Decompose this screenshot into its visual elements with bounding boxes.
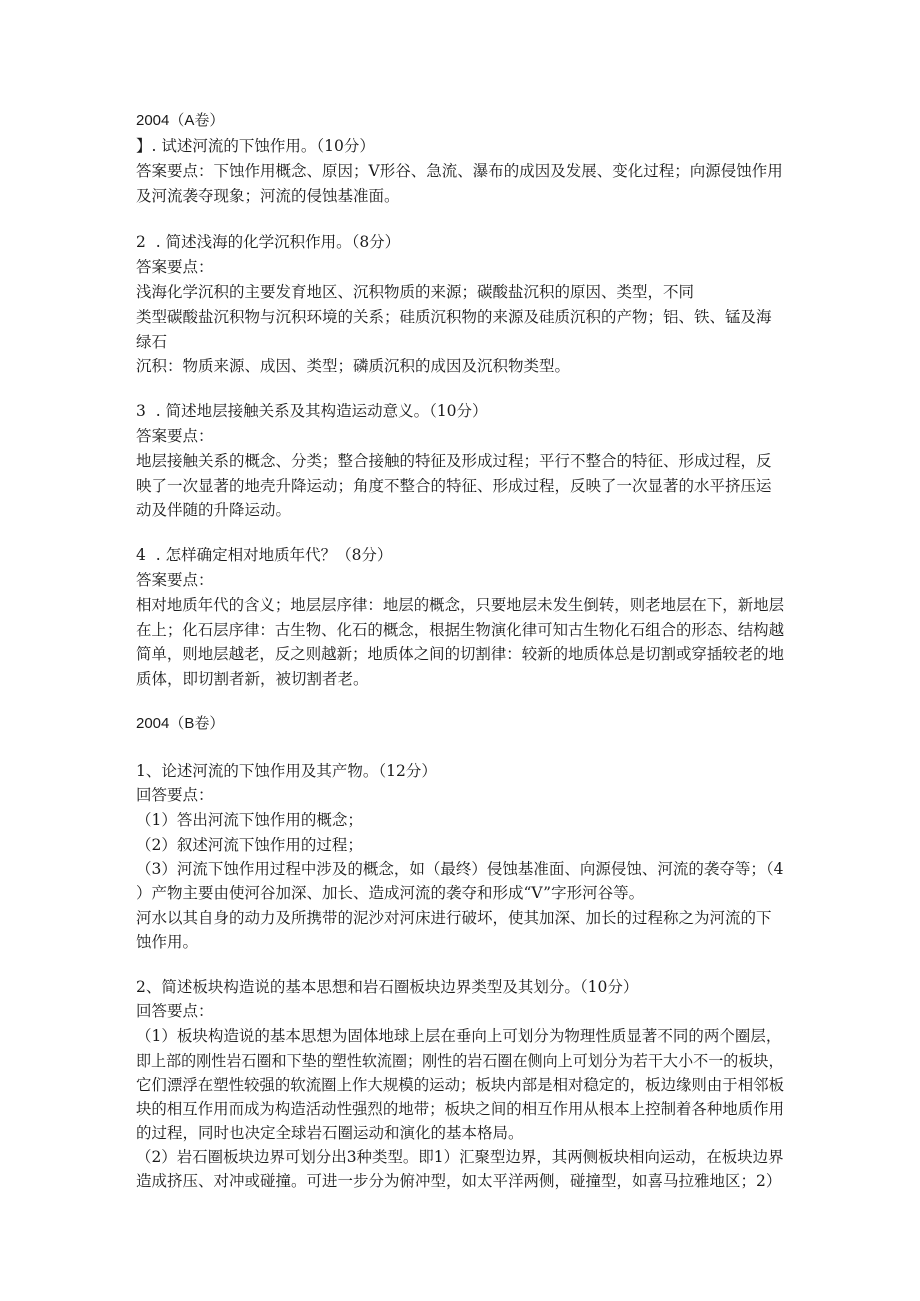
answer-line: 即上部的刚性岩石圈和下垫的塑性软流圈；刚性的岩石圈在侧向上可划分为若干大小不一的板块， bbox=[136, 1052, 784, 1070]
answer-line: 相对地质年代的含义；地层层序律：地层的概念，只要地层未发生倒转，则老地层在下，新地层 bbox=[136, 596, 785, 614]
question-b1-title: 1、论述河流的下蚀作用及其产物。（12分） bbox=[136, 762, 437, 780]
answer-line: ）产物主要由使河谷加深、加长、造成河流的袭夺和形成“V”字形河谷等。 bbox=[136, 884, 645, 902]
answer-label: 答案要点： bbox=[136, 427, 214, 445]
answer-line: 质体，即切割者新，被切割者老。 bbox=[136, 670, 369, 688]
answer-line: 的过程，同时也决定全球岩石圈运动和演化的基本格局。 bbox=[136, 1124, 524, 1142]
answer-line: 河水以其自身的动力及所携带的泥沙对河床进行破坏，使其加深、加长的过程称之为河流的下 bbox=[136, 909, 772, 927]
answer-line: 地层接触关系的概念、分类；整合接触的特征及形成过程；平行不整合的特征、形成过程，反 bbox=[136, 452, 772, 470]
answer-line: 造成挤压、对冲或碰撞。可进一步分为俯冲型，如太平洋两侧，碰撞型，如喜马拉雅地区；2） bbox=[136, 1172, 782, 1190]
answer-line: 答案要点：下蚀作用概念、原因；V形谷、急流、瀑布的成因及发展、变化过程；向源侵蚀作用 bbox=[136, 162, 783, 180]
answer-label: 答案要点： bbox=[136, 571, 214, 589]
answer-line: 动及伴随的升降运动。 bbox=[136, 501, 292, 519]
answer-line: 蚀作用。 bbox=[136, 933, 199, 951]
question-3-title: 3 . 简述地层接触关系及其构造运动意义。（10分） bbox=[136, 402, 488, 420]
answer-line: （1）答出河流下蚀作用的概念； bbox=[136, 811, 363, 829]
answer-line: （2）叙述河流下蚀作用的过程； bbox=[136, 836, 363, 854]
question-4-title: 4 . 怎样确定相对地质年代？（8分） bbox=[136, 546, 393, 564]
answer-line: 类型碳酸盐沉积物与沉积环境的关系；硅质沉积物的来源及硅质沉积的产物；铝、铁、锰及海 bbox=[136, 308, 772, 326]
answer-line: （2）岩石圈板块边界可划分出3种类型。即1）汇聚型边界，其两侧板块相向运动，在板块边界 bbox=[136, 1148, 784, 1166]
answer-line: 在上；化石层序律：古生物、化石的概念，根据生物演化律可知古生物化石组合的形态、结构越 bbox=[136, 621, 785, 639]
section-heading-2004-a: 2004（A卷） bbox=[136, 112, 225, 129]
answer-label: 回答要点： bbox=[136, 786, 214, 804]
answer-line: （3）河流下蚀作用过程中涉及的概念，如（最终）侵蚀基准面、向源侵蚀、河流的袭夺等；（4 bbox=[136, 860, 784, 878]
answer-line: 简单，则地层越老，反之则越新；地质体之间的切割律：较新的地质体总是切割或穿插较老的地 bbox=[136, 645, 785, 663]
question-2-title: 2 . 简述浅海的化学沉积作用。（8分） bbox=[136, 233, 401, 251]
answer-line: 映了一次显著的地壳升降运动；角度不整合的特征、形成过程，反映了一次显著的水平挤压运 bbox=[136, 477, 772, 495]
answer-label: 回答要点： bbox=[136, 1002, 214, 1020]
answer-line: 它们漂浮在塑性较强的软流圈上作大规模的运动；板块内部是相对稳定的，板边缘则由于相邻板 bbox=[136, 1076, 785, 1094]
answer-label: 答案要点： bbox=[136, 258, 214, 276]
answer-line: 浅海化学沉积的主要发育地区、沉积物质的来源；碳酸盐沉积的原因、类型，不同 bbox=[136, 283, 695, 301]
answer-line: （1）板块构造说的基本思想为固体地球上层在垂向上可划分为物理性质显著不同的两个圈层， bbox=[136, 1027, 782, 1045]
question-1-title: 】. 试述河流的下蚀作用。（10分） bbox=[136, 137, 375, 155]
answer-line: 绿石 bbox=[136, 333, 168, 351]
section-heading-2004-b: 2004（B卷） bbox=[136, 715, 225, 732]
answer-line: 块的相互作用而成为构造活动性强烈的地带；板块之间的相互作用从根本上控制着各种地质作用 bbox=[136, 1100, 785, 1118]
question-b2-title: 2、简述板块构造说的基本思想和岩石圈板块边界类型及其划分。（10分） bbox=[136, 978, 639, 996]
answer-line: 沉积：物质来源、成因、类型；磷质沉积的成因及沉积物类型。 bbox=[136, 357, 571, 375]
answer-line: 及河流袭夺现象；河流的侵蚀基准面。 bbox=[136, 187, 400, 205]
